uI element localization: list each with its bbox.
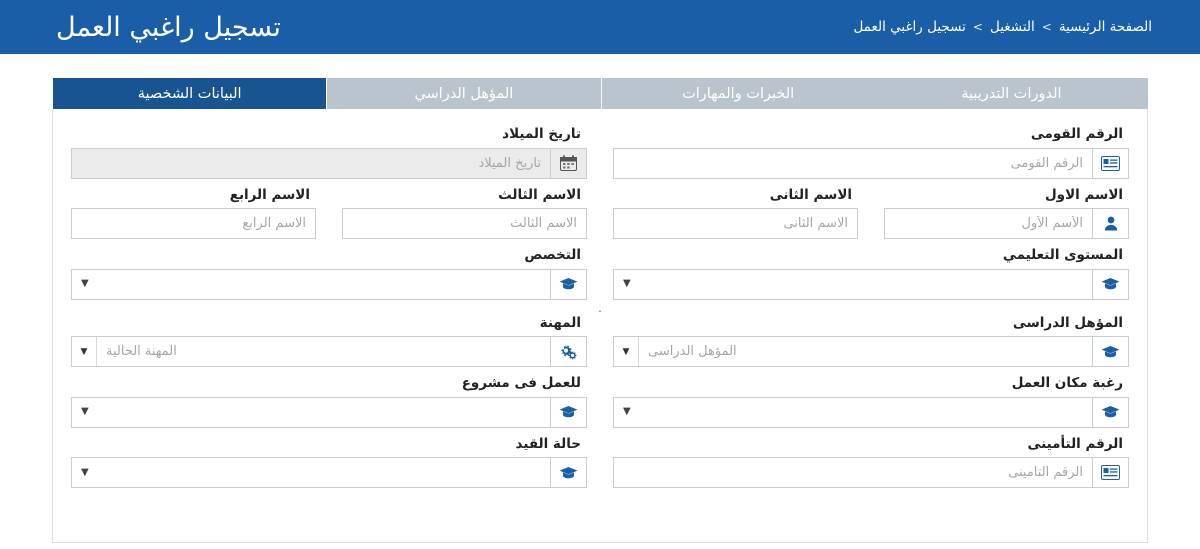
field-label: الاسم الثالث [498, 186, 581, 203]
tab-education[interactable]: المؤهل الدراسي [326, 78, 600, 109]
tab-bar [52, 78, 1148, 109]
id-card-icon [1092, 149, 1128, 178]
chevron-down-icon: ▼ [81, 278, 89, 290]
field-label: الرقم التأمينى [1027, 435, 1123, 452]
graduation-cap-icon [1092, 337, 1128, 366]
form-row [71, 123, 1129, 179]
third-name-control [342, 208, 587, 239]
education-level-control [613, 269, 1129, 300]
chevron-down-icon: ▼ [623, 278, 631, 290]
specialization-select-wrap [72, 270, 550, 299]
chevron-down-icon: ▼ [623, 406, 631, 418]
field-label: التخصص [524, 247, 581, 264]
field-first-name [884, 184, 1129, 240]
chevron-down-icon: ▼ [81, 466, 89, 478]
graduation-cap-icon [1092, 398, 1128, 427]
qualification-value[interactable]: المؤهل الدراسى [648, 344, 737, 360]
field-second-name [613, 184, 858, 240]
national-id-input[interactable] [614, 149, 1092, 178]
breadcrumb-separator: > [972, 20, 983, 34]
specialization-control [71, 269, 587, 300]
registration-status-control [71, 457, 587, 488]
first-name-control [884, 208, 1129, 239]
education-level-select-wrap [614, 270, 1092, 299]
work-place-select[interactable] [614, 398, 1092, 427]
field-label: الاسم الاول [1044, 186, 1123, 203]
form-row [71, 244, 1129, 300]
tab-training-courses[interactable]: الدورات التدريبية [875, 78, 1148, 109]
fourth-name-input[interactable] [72, 209, 315, 238]
field-work-on-project [71, 372, 587, 428]
graduation-cap-icon [1092, 270, 1128, 299]
fourth-name-control [71, 208, 316, 239]
breadcrumb [853, 19, 1152, 35]
insurance-number-control [613, 457, 1129, 488]
personal-data-panel [52, 109, 1148, 543]
work-on-project-select-wrap [72, 398, 550, 427]
birth-date-input[interactable] [72, 149, 550, 178]
graduation-cap-icon [550, 458, 586, 487]
field-fourth-name [71, 184, 316, 240]
user-icon [1092, 209, 1128, 238]
graduation-cap-icon [550, 270, 586, 299]
field-label: المستوى التعليمي [1002, 247, 1123, 264]
field-label: المهنة [539, 314, 581, 331]
tab-experience-skills[interactable]: الخبرات والمهارات [601, 78, 875, 109]
second-name-input[interactable] [614, 209, 857, 238]
registration-status-select[interactable] [72, 458, 550, 487]
field-label: رغبة مكان العمل [1011, 375, 1123, 392]
id-card-icon [1092, 458, 1128, 487]
work-on-project-control [71, 397, 587, 428]
chevron-down-icon[interactable]: ▼ [614, 337, 639, 366]
field-label: الاسم الرابع [229, 186, 310, 203]
form-row [71, 372, 1129, 428]
specialization-select[interactable] [72, 270, 550, 299]
page-title: تسجيل راغبي العمل [56, 11, 281, 43]
field-birth-date [71, 123, 587, 179]
page-header [0, 0, 1200, 54]
form-row [71, 312, 1129, 368]
breadcrumb-item-home[interactable]: الصفحة الرئيسية [1058, 19, 1152, 35]
field-registration-status [71, 433, 587, 489]
field-profession [71, 312, 587, 368]
field-education-level [613, 244, 1129, 300]
birth-date-control [71, 148, 587, 179]
breadcrumb-item-operation[interactable]: التشغيل [989, 19, 1035, 35]
field-insurance-number [613, 433, 1129, 489]
education-level-select[interactable] [614, 270, 1092, 299]
breadcrumb-item-current: تسجيل راغبي العمل [853, 19, 966, 35]
calendar-icon [550, 149, 586, 178]
field-third-name [342, 184, 587, 240]
first-name-input[interactable] [885, 209, 1092, 238]
field-label: حالة القيد [515, 435, 581, 452]
graduation-cap-icon [550, 398, 586, 427]
field-national-id [613, 123, 1129, 179]
field-label: المؤهل الدراسى [1012, 314, 1123, 331]
field-label: للعمل فى مشروع [461, 375, 581, 392]
field-label: الاسم الثانى [769, 186, 852, 203]
registration-status-select-wrap [72, 458, 550, 487]
profession-value[interactable]: المهنة الحالية [106, 344, 177, 360]
work-place-select-wrap [614, 398, 1092, 427]
field-label: تاريخ الميلاد [502, 126, 581, 142]
insurance-number-input[interactable] [614, 458, 1092, 487]
form-row [71, 433, 1129, 489]
chevron-down-icon: ▼ [81, 406, 89, 418]
field-specialization [71, 244, 587, 300]
field-label: الرقم القومى [1030, 126, 1123, 142]
second-name-control [613, 208, 858, 239]
national-id-control [613, 148, 1129, 179]
qualification-control [613, 336, 1129, 367]
form-row [71, 184, 1129, 240]
gears-icon [550, 337, 586, 366]
work-on-project-select[interactable] [72, 398, 550, 427]
tab-personal-data[interactable]: البيانات الشخصية [52, 78, 326, 109]
chevron-down-icon[interactable]: ▼ [72, 337, 97, 366]
page-body [0, 54, 1200, 543]
work-place-preference-control [613, 397, 1129, 428]
third-name-input[interactable] [343, 209, 586, 238]
profession-control [71, 336, 587, 367]
field-work-place-preference [613, 372, 1129, 428]
field-qualification [613, 312, 1129, 368]
breadcrumb-separator: > [1041, 20, 1052, 34]
decorative-dot: . [598, 301, 602, 315]
